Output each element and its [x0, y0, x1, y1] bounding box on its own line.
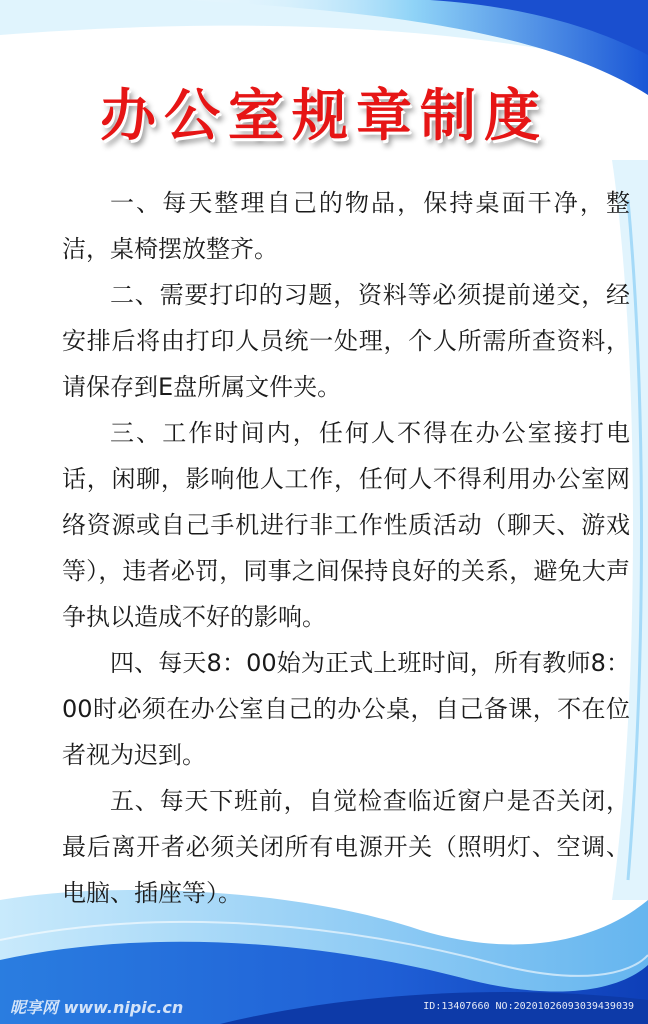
rule-item: 四、每天8：00始为正式上班时间，所有教师8：00时必须在办公室自己的办公桌，自己备课，不在位者视为迟到。 [62, 649, 630, 769]
page-title: 办公室规章制度 [100, 84, 548, 149]
rule-item: 五、每天下班前，自觉检查临近窗户是否关闭，最后离开者必须关闭所有电源开关（照明灯、空调、电脑、插座等）。 [62, 787, 630, 907]
rules-list [62, 180, 630, 916]
image-id-watermark: ID:13407660 NO:20201026093039439039 [423, 1001, 634, 1012]
site-watermark: 昵享网 www.nipic.cn [10, 998, 184, 1017]
rule-item: 三、工作时间内，任何人不得在办公室接打电话，闲聊，影响他人工作，任何人不得利用办公室网络资源或自己手机进行非工作性质活动（聊天、游戏等），违者必罚，同事之间保持良好的关系，避免大声争执以造成不好的影响。 [62, 419, 630, 631]
rule-item: 一、每天整理自己的物品，保持桌面干净，整洁，桌椅摆放整齐。 [62, 189, 630, 263]
rule-item: 二、需要打印的习题，资料等必须提前递交，经安排后将由打印人员统一处理，个人所需所查资料，请保存到E盘所属文件夹。 [62, 281, 630, 401]
